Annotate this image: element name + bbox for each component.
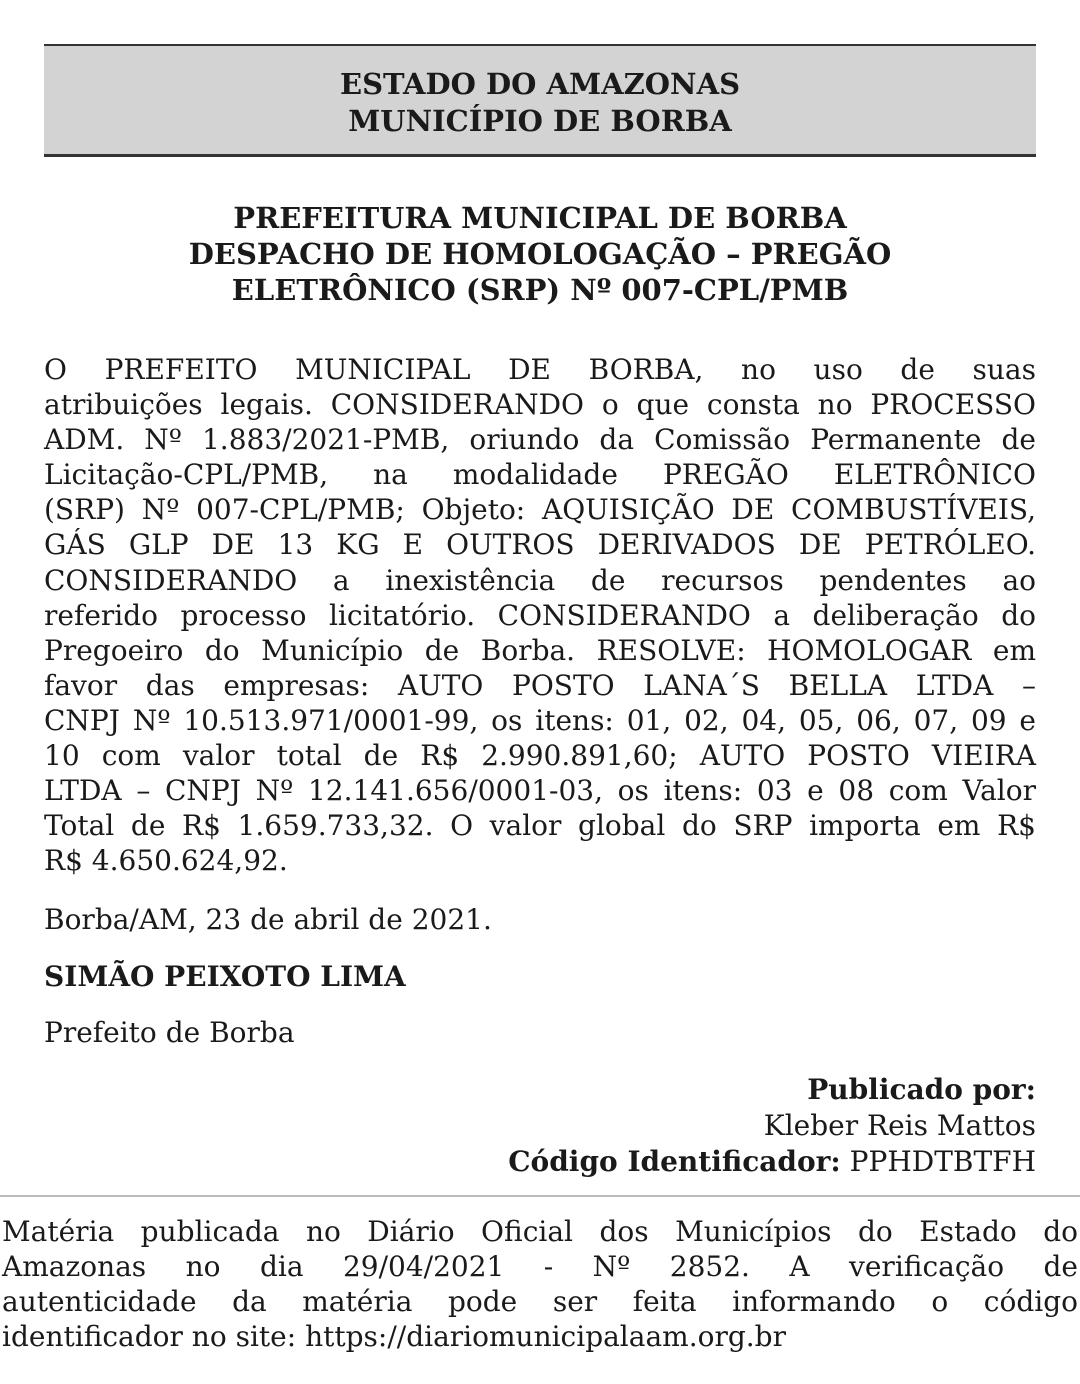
body-line: favor das empresas: AUTO POSTO LANA´S BELLA LTDA – (44, 668, 1036, 702)
title-line: DESPACHO DE HOMOLOGAÇÃO – PREGÃO (188, 237, 892, 271)
document-header (44, 44, 1036, 157)
signer-role: Prefeito de Borba (44, 1016, 295, 1049)
body-line: R$ 4.650.624,92. (44, 844, 288, 878)
body-line: LTDA – CNPJ Nº 12.141.656/0001-03, os itens: 03 e 08 com Valor (44, 774, 1036, 808)
body-line: atribuições legais. CONSIDERANDO o que consta no PROCESSO (44, 388, 1036, 422)
municipality-name: MUNICÍPIO DE BORBA (348, 104, 732, 138)
identifier-code: PPHDTBTFH (849, 1145, 1036, 1178)
state-name: ESTADO DO AMAZONAS (339, 67, 741, 101)
signer-name: SIMÃO PEIXOTO LIMA (44, 960, 406, 993)
title-line: ELETRÔNICO (SRP) Nº 007-CPL/PMB (231, 273, 849, 307)
document-body (44, 352, 1036, 878)
body-line: GÁS GLP DE 13 KG E OUTROS DERIVADOS DE PETRÓLEO. (44, 528, 1036, 562)
published-by-label: Publicado por: (807, 1073, 1036, 1106)
body-line: referido processo licitatório. CONSIDERANDO a deliberação do (44, 598, 1036, 632)
body-line: Pregoeiro do Município de Borba. RESOLVE: HOMOLOGAR em (44, 633, 1036, 667)
code-label: Código Identificador: (508, 1145, 841, 1178)
document-title (44, 200, 1036, 308)
title-line: PREFEITURA MUNICIPAL DE BORBA (233, 201, 847, 235)
body-line: (SRP) Nº 007-CPL/PMB; Objeto: AQUISIÇÃO DE COMBUSTÍVEIS, (44, 493, 1036, 527)
body-line: 10 com valor total de R$ 2.990.891,60; AUTO POSTO VIEIRA (44, 739, 1036, 773)
footer-line: autenticidade da matéria pode ser feita informando o código (2, 1285, 1078, 1319)
footer-line: identificador no site: https://diariomunicipalaam.org.br (2, 1320, 786, 1354)
footer-line: Matéria publicada no Diário Oficial dos Municípios do Estado do (2, 1215, 1078, 1248)
published-by: Kleber Reis Mattos (763, 1109, 1036, 1142)
publication-footer (2, 1214, 1078, 1354)
body-line: Total de R$ 1.659.733,32. O valor global do SRP importa em R$ (44, 809, 1036, 843)
body-line: CNPJ Nº 10.513.971/0001-99, os itens: 01, 02, 04, 05, 06, 07, 09 e (44, 703, 1036, 737)
body-line: Licitação-CPL/PMB, na modalidade PREGÃO ELETRÔNICO (44, 458, 1036, 492)
document-date: Borba/AM, 23 de abril de 2021. (44, 903, 492, 936)
divider (0, 1195, 1080, 1197)
body-line: ADM. Nº 1.883/2021-PMB, oriundo da Comissão Permanente de (44, 423, 1036, 457)
publication-info (508, 1072, 1036, 1180)
body-line: O PREFEITO MUNICIPAL DE BORBA, no uso de suas (44, 353, 1036, 386)
body-line: CONSIDERANDO a inexistência de recursos pendentes ao (44, 563, 1036, 597)
footer-line: Amazonas no dia 29/04/2021 - Nº 2852. A verificação de (2, 1250, 1078, 1284)
